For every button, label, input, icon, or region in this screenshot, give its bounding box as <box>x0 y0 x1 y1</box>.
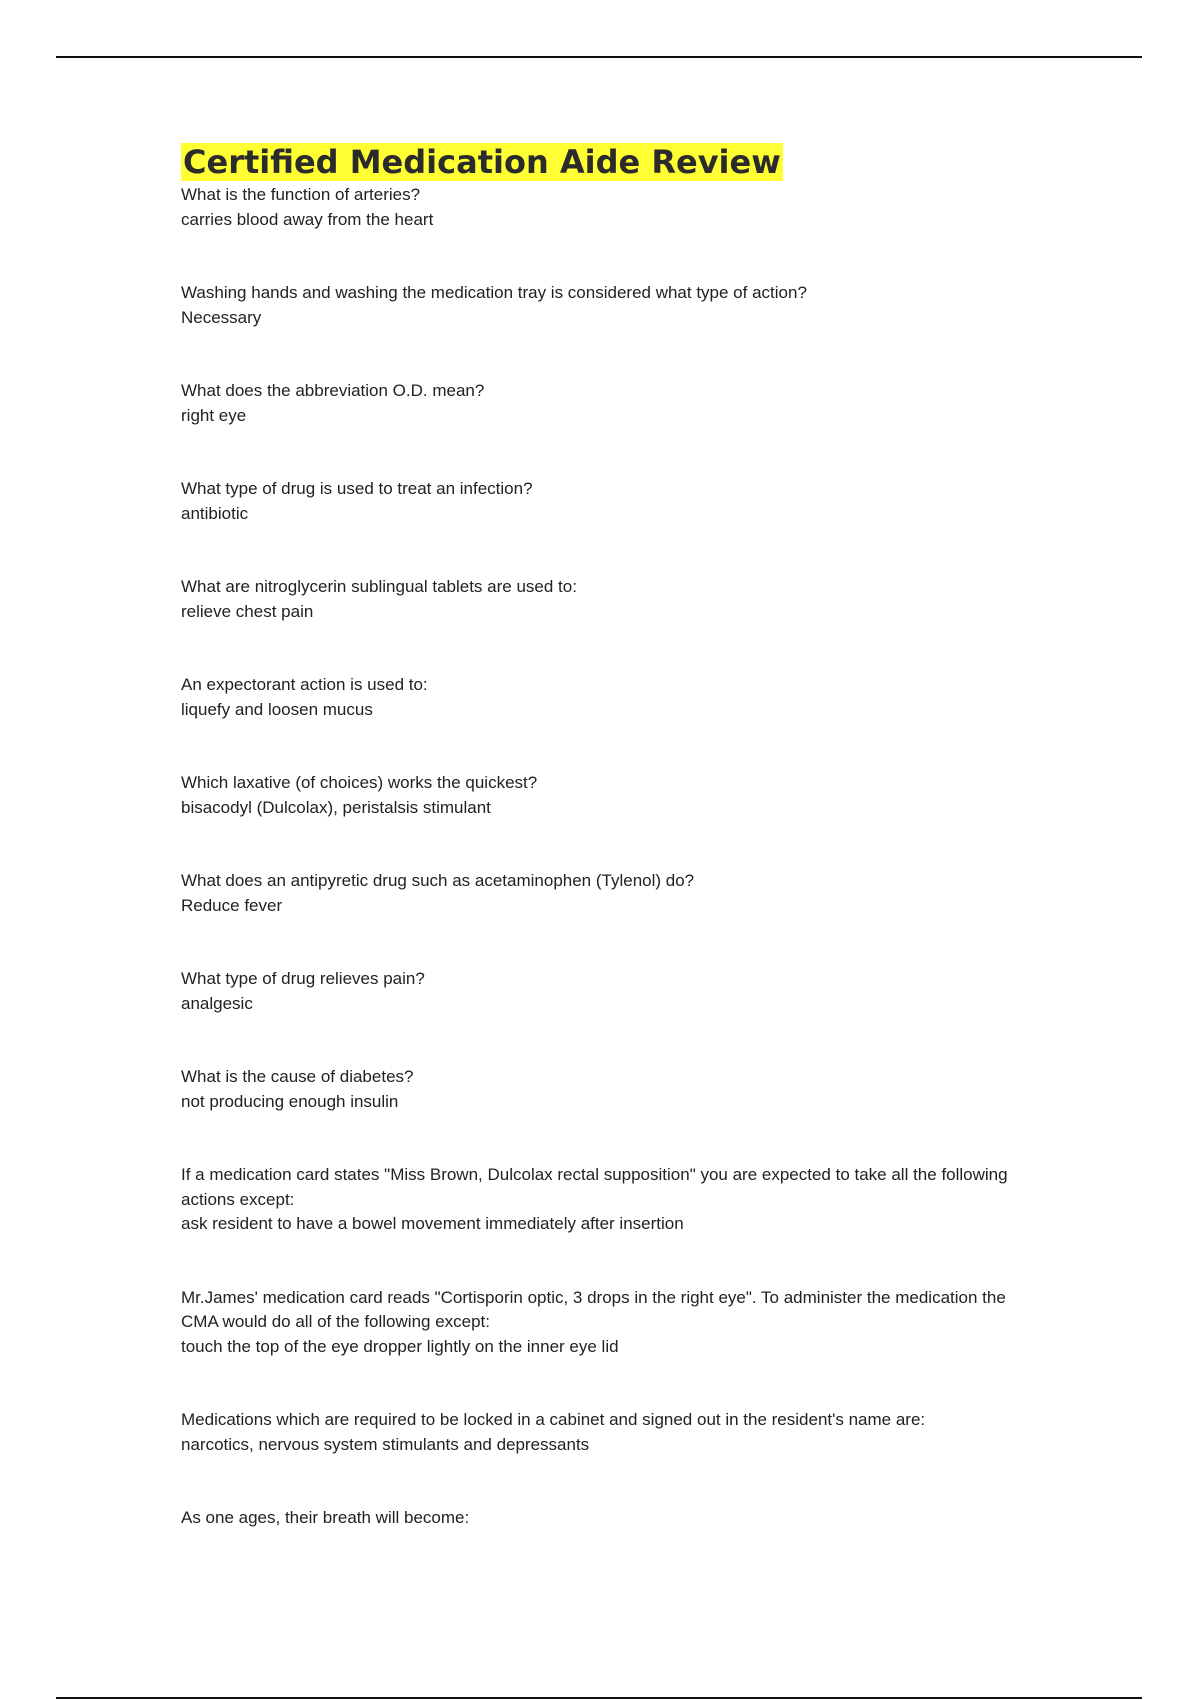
question-text: What is the function of arteries? <box>181 185 421 204</box>
answer-text: analgesic <box>181 993 253 1013</box>
qa-item <box>181 967 1041 1016</box>
qa-item <box>181 477 1041 526</box>
qa-list <box>181 183 1041 1531</box>
qa-item <box>181 1506 1041 1531</box>
document-title: Certified Medication Aide Review <box>183 143 781 181</box>
page-top-rule <box>56 56 1142 58</box>
question-text: What are nitroglycerin sublingual tablets are used to: <box>181 577 577 596</box>
question-text: What is the cause of diabetes? <box>181 1067 414 1086</box>
question-text: As one ages, their breath will become: <box>181 1508 470 1527</box>
answer-text: bisacodyl (Dulcolax), peristalsis stimulant <box>181 797 491 817</box>
answer-text: ask resident to have a bowel movement immediately after insertion <box>181 1214 684 1233</box>
answer-text: Necessary <box>181 307 262 327</box>
question-text: What type of drug relieves pain? <box>181 969 425 988</box>
answer-text: not producing enough insulin <box>181 1091 399 1111</box>
question-text: Mr.James' medication card reads "Cortisporin optic, 3 drops in the right eye". To administer the medication the CMA would do all of the following except: <box>181 1287 1006 1331</box>
answer-text: antibiotic <box>181 503 249 523</box>
qa-item <box>181 1163 1041 1237</box>
question-text: Which laxative (of choices) works the quickest? <box>181 773 538 792</box>
qa-item <box>181 575 1041 624</box>
qa-item <box>181 869 1041 918</box>
qa-item <box>181 183 1041 232</box>
answer-text: Reduce fever <box>181 895 283 915</box>
qa-item <box>181 1065 1041 1114</box>
question-text: Washing hands and washing the medication tray is considered what type of action? <box>181 283 807 302</box>
qa-item <box>181 1408 1041 1457</box>
question-text: What does an antipyretic drug such as acetaminophen (Tylenol) do? <box>181 871 695 890</box>
answer-text: liquefy and loosen mucus <box>181 699 373 719</box>
qa-item <box>181 379 1041 428</box>
answer-text: touch the top of the eye dropper lightly on the inner eye lid <box>181 1336 619 1356</box>
question-text: If a medication card states "Miss Brown, Dulcolax rectal supposition" you are expected to take all the following actions except: <box>181 1165 1008 1209</box>
answer-text: carries blood away from the heart <box>181 209 434 229</box>
qa-item <box>181 1286 1041 1360</box>
question-text: What type of drug is used to treat an infection? <box>181 479 533 498</box>
question-text: Medications which are required to be locked in a cabinet and signed out in the resident's name are: <box>181 1410 926 1429</box>
answer-text: right eye <box>181 405 247 425</box>
page-bottom-rule <box>56 1697 1142 1699</box>
qa-item <box>181 673 1041 722</box>
answer-text: narcotics, nervous system stimulants and depressants <box>181 1434 590 1454</box>
qa-item <box>181 771 1041 820</box>
question-text: What does the abbreviation O.D. mean? <box>181 381 485 400</box>
qa-item <box>181 281 1041 330</box>
answer-text: relieve chest pain <box>181 601 314 621</box>
document-body <box>181 143 1041 1580</box>
question-text: An expectorant action is used to: <box>181 675 428 694</box>
